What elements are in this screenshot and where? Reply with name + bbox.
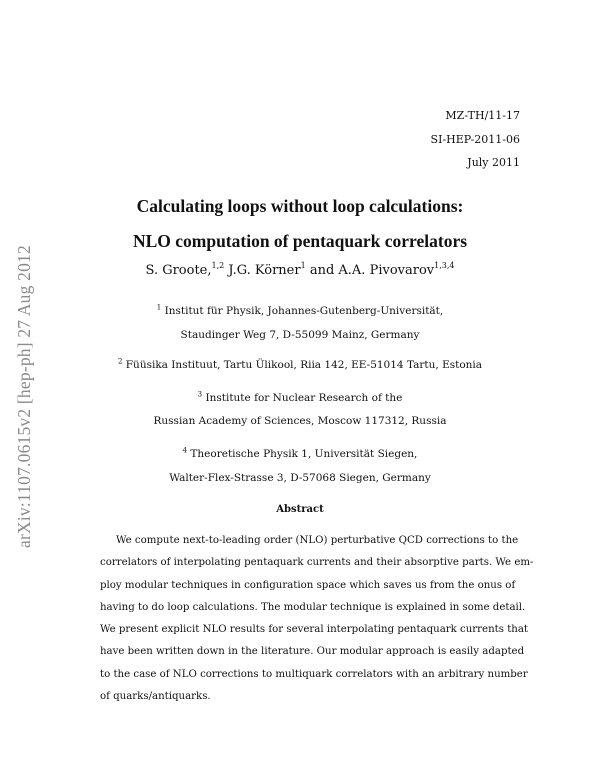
abstract-line: have been written down in the literature. Our modular approach is easily adapted [100,646,525,658]
report-number: MZ-TH/11-17 [445,109,520,122]
abstract-line: We compute next-to-leading order (NLO) perturbative QCD corrections to the [116,535,519,546]
abstract-body [100,530,534,708]
report-date: July 2011 [467,156,520,169]
abstract-line: having to do loop calculations. The modular technique is explained in some detail. [100,601,526,613]
affiliation-line [80,446,520,460]
affiliation-line [80,357,520,371]
affiliation-text: Institut für Physik, Johannes-Gutenberg-Universität, [164,305,444,317]
affiliation-marker: 2 [117,357,123,366]
author-name: and A.A. Pivovarov [305,263,435,278]
affiliation-marker: 3 [197,390,203,399]
abstract-heading: Abstract [276,504,324,515]
author-name: J.G. Körner [224,263,301,278]
abstract-line: of quarks/antiquarks. [100,691,211,703]
abstract-line: correlators of interpolating pentaquark currents and their absorptive parts. We em- [100,557,534,569]
arxiv-stamp: arXiv:1107.0615v2 [hep-ph] 27 Aug 2012 [14,245,34,548]
author-affiliation-marker: 1 [300,260,306,270]
affiliation-line: Staudinger Weg 7, D-55099 Mainz, Germany [180,329,420,341]
author-affiliation-marker: 1,3,4 [434,260,455,270]
report-number: SI-HEP-2011-06 [430,133,520,146]
affiliation-marker: 4 [182,446,188,455]
affiliation-marker: 1 [156,303,162,312]
author-list [100,260,500,278]
author-name: S. Groote, [145,263,212,278]
affiliation-text: Theoretische Physik 1, Universität Siegen, [190,448,418,460]
abstract-line: We present explicit NLO results for several interpolating pentaquark currents that [100,624,529,636]
abstract-line: to the case of NLO corrections to multiquark correlators with an arbitrary number [100,668,528,680]
affiliation-text: Institute for Nuclear Research of the [205,392,403,404]
author-affiliation-marker: 1,2 [211,260,225,270]
affiliation-line [80,303,520,317]
affiliation-text: Füüsika Instituut, Tartu Ülikool, Riia 142, EE-51014 Tartu, Estonia [125,359,483,371]
affiliation-line [80,390,520,404]
paper-title-line: NLO computation of pentaquark correlators [132,231,468,251]
affiliation-line: Walter-Flex-Strasse 3, D-57068 Siegen, Germany [169,472,431,484]
affiliation-line: Russian Academy of Sciences, Moscow 117312, Russia [153,415,447,427]
abstract-line: ploy modular techniques in configuration space which saves us from the onus of [100,579,516,591]
paper-title-line: Calculating loops without loop calculations: [136,196,464,216]
